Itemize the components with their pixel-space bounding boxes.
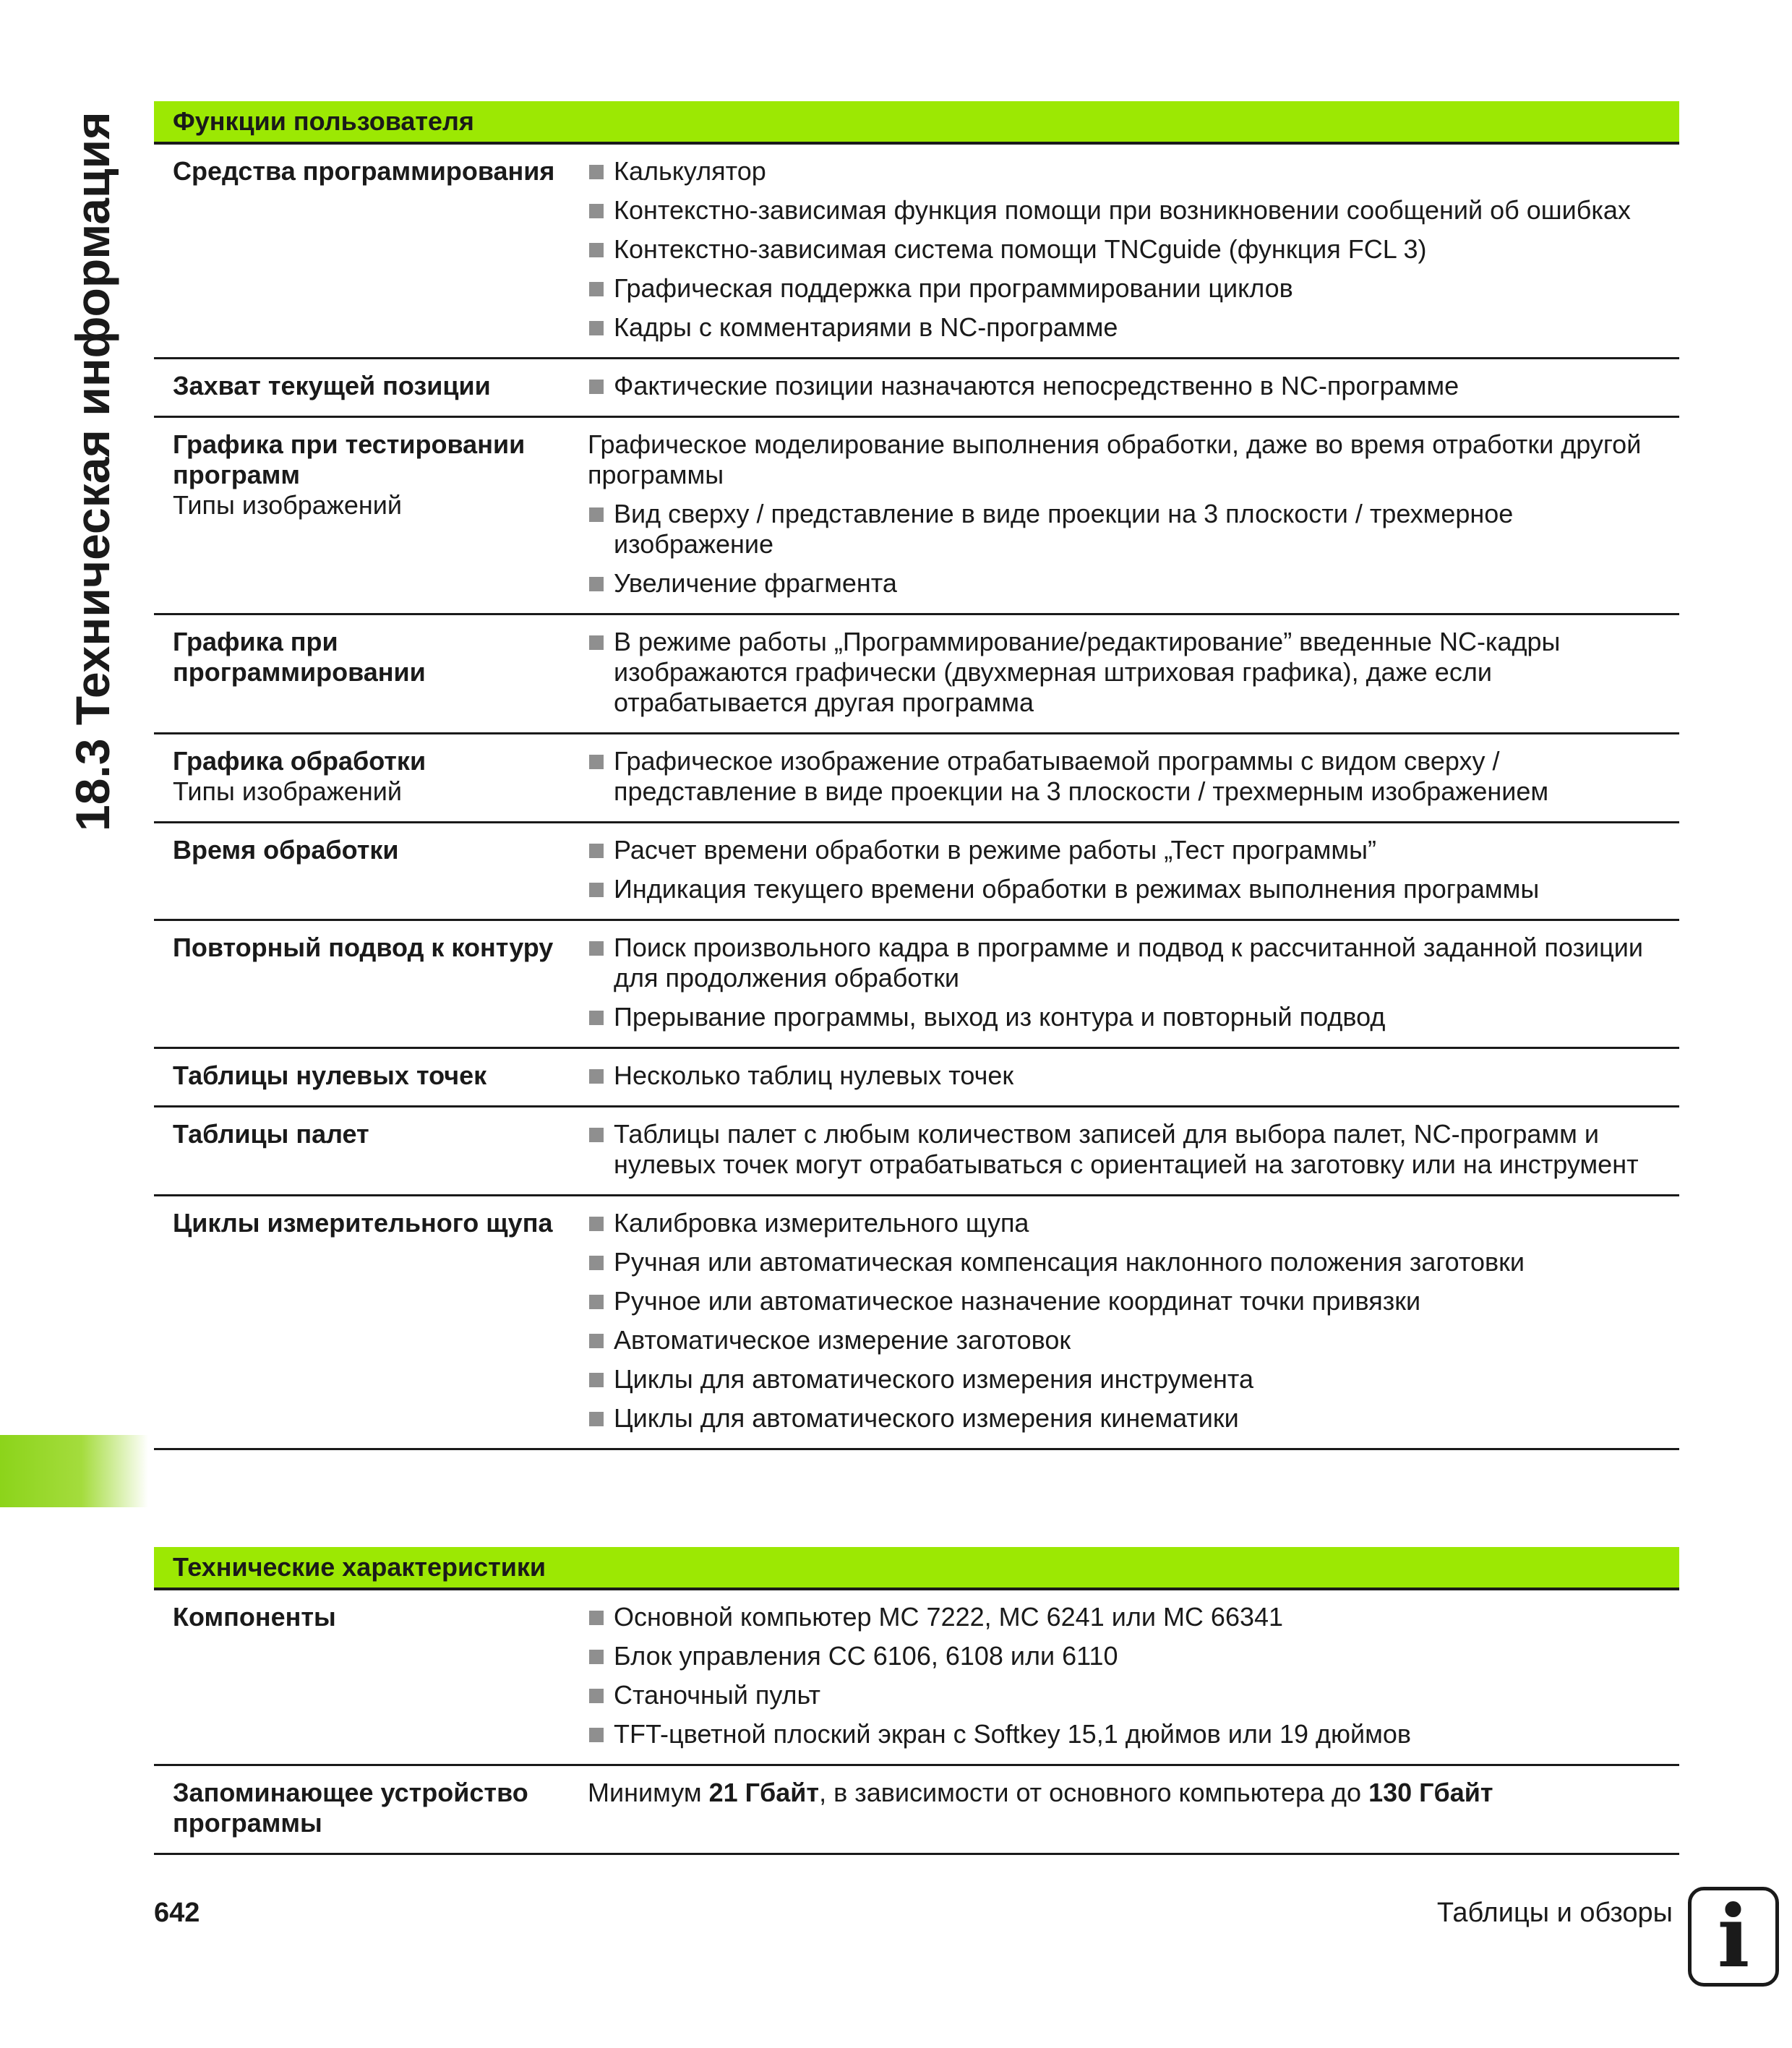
- list-item-text: Индикация текущего времени обработки в режимах выполнения программы: [614, 874, 1540, 904]
- bullet-square-icon: [589, 1689, 604, 1703]
- tech-specs-table: [154, 1547, 1679, 1855]
- table-row: [154, 145, 1679, 359]
- row-label: [154, 429, 588, 599]
- table-row: [154, 359, 1679, 418]
- row-content: [588, 1208, 1679, 1434]
- list-item: [588, 371, 1672, 401]
- row-label: [154, 933, 588, 1032]
- bullet-list: [588, 1119, 1672, 1180]
- row-content: [588, 933, 1679, 1032]
- row-label-main: Таблицы нулевых точек: [173, 1061, 487, 1090]
- row-label: [154, 1061, 588, 1091]
- bullet-list: [588, 371, 1672, 401]
- list-item-text: Циклы для автоматического измерения кинематики: [614, 1403, 1239, 1433]
- bullet-square-icon: [589, 1650, 604, 1664]
- list-item: [588, 234, 1672, 265]
- table-row: [154, 823, 1679, 921]
- list-item-text: Основной компьютер MC 7222, MC 6241 или MC 66341: [614, 1602, 1284, 1632]
- row-label-sub: Типы изображений: [173, 490, 402, 520]
- chapter-tab-marker: [0, 1435, 148, 1507]
- list-item-text: Ручное или автоматическое назначение координат точки привязки: [614, 1286, 1421, 1316]
- bullet-square-icon: [589, 1069, 604, 1084]
- row-label: [154, 746, 588, 807]
- list-item: [588, 1325, 1672, 1355]
- bullet-square-icon: [589, 577, 604, 591]
- row-label-main: Графика обработки: [173, 746, 426, 776]
- list-item: [588, 1247, 1672, 1277]
- list-item: [588, 1403, 1672, 1434]
- bullet-square-icon: [589, 204, 604, 218]
- row-content: [588, 1778, 1679, 1838]
- row-label-main: Повторный подвод к контуру: [173, 933, 554, 962]
- bullet-list: [588, 499, 1672, 599]
- table-row: [154, 1590, 1679, 1766]
- table-row: [154, 418, 1679, 615]
- row-label-main: Средства программирования: [173, 156, 555, 186]
- list-item: [588, 156, 1672, 187]
- list-item-text: Увеличение фрагмента: [614, 568, 897, 598]
- table-row: [154, 1049, 1679, 1107]
- bullet-list: [588, 933, 1672, 1032]
- row-label: [154, 156, 588, 343]
- list-item-text: Блок управления CC 6106, 6108 или 6110: [614, 1641, 1118, 1671]
- bullet-square-icon: [589, 282, 604, 296]
- section-header: Технические характеристики: [154, 1547, 1679, 1590]
- row-label: [154, 1208, 588, 1434]
- bullet-square-icon: [589, 1128, 604, 1142]
- table-row: [154, 921, 1679, 1049]
- user-functions-table: [154, 101, 1679, 1450]
- list-item-text: Фактические позиции назначаются непосредственно в NC-программе: [614, 371, 1459, 400]
- bullet-list: [588, 746, 1672, 807]
- memory-min: 21 Гбайт: [708, 1778, 820, 1807]
- row-content: [588, 371, 1679, 401]
- list-item-text: Несколько таблиц нулевых точек: [614, 1061, 1014, 1090]
- list-item: [588, 273, 1672, 304]
- row-label: [154, 1602, 588, 1749]
- list-item-text: Станочный пульт: [614, 1680, 820, 1710]
- list-item: [588, 835, 1672, 865]
- bullet-square-icon: [589, 635, 604, 650]
- row-content: [588, 1061, 1679, 1091]
- bullet-list: [588, 1208, 1672, 1434]
- row-label-main: Запоминающее устройство программы: [173, 1778, 528, 1838]
- table-row: [154, 615, 1679, 734]
- list-item-text: Таблицы палет с любым количеством записей для выбора палет, NC-программ и нулевых точек могут отрабатываться с ориентацией на заготовку или на инструмент: [614, 1119, 1639, 1179]
- bullet-square-icon: [589, 321, 604, 335]
- list-item: [588, 1680, 1672, 1710]
- list-item: [588, 1286, 1672, 1316]
- row-content: [588, 429, 1679, 599]
- list-item: [588, 1119, 1672, 1180]
- list-item: [588, 568, 1672, 599]
- row-label-main: Захват текущей позиции: [173, 371, 491, 400]
- info-icon: [1688, 1887, 1779, 1987]
- list-item: [588, 746, 1672, 807]
- list-item-text: Ручная или автоматическая компенсация наклонного положения заготовки: [614, 1247, 1525, 1277]
- bullet-square-icon: [589, 844, 604, 858]
- row-label: [154, 627, 588, 718]
- row-label: [154, 835, 588, 904]
- list-item-text: Поиск произвольного кадра в программе и подвод к рассчитанной заданной позиции для продолжения обработки: [614, 933, 1643, 993]
- row-label: [154, 371, 588, 401]
- list-item: [588, 627, 1672, 718]
- memory-text: Минимум 21 Гбайт, в зависимости от основного компьютера до 130 Гбайт: [588, 1778, 1493, 1807]
- row-content: [588, 746, 1679, 807]
- table-row: [154, 1107, 1679, 1196]
- bullet-list: [588, 156, 1672, 343]
- info-glyph: i: [1717, 1886, 1750, 1987]
- bullet-square-icon: [589, 1334, 604, 1348]
- bullet-square-icon: [589, 1217, 604, 1231]
- table-row: [154, 734, 1679, 823]
- list-item-text: Вид сверху / представление в виде проекции на 3 плоскости / трехмерное изображение: [614, 499, 1514, 559]
- chapter-side-title: [0, 0, 130, 846]
- row-label-main: Компоненты: [173, 1602, 336, 1632]
- bullet-square-icon: [589, 243, 604, 257]
- list-item-text: Циклы для автоматического измерения инструмента: [614, 1364, 1254, 1394]
- list-item: [588, 874, 1672, 904]
- list-item: [588, 1641, 1672, 1671]
- list-item: [588, 1002, 1672, 1032]
- list-item-text: Автоматическое измерение заготовок: [614, 1325, 1071, 1355]
- bullet-square-icon: [589, 883, 604, 897]
- table-body: [154, 145, 1679, 1450]
- bullet-list: [588, 1061, 1672, 1091]
- list-item-text: Графическое изображение отрабатываемой программы с видом сверху / представление в виде проекции на 3 плоскости / трехмерным изображением: [614, 746, 1549, 806]
- list-item: [588, 195, 1672, 226]
- row-label-main: Циклы измерительного щупа: [173, 1208, 553, 1238]
- list-item: [588, 1602, 1672, 1632]
- row-label-main: Графика при тестировании программ: [173, 429, 526, 489]
- list-item: [588, 933, 1672, 993]
- row-content: [588, 835, 1679, 904]
- memory-max: 130 Гбайт: [1368, 1778, 1493, 1807]
- row-label: [154, 1778, 588, 1838]
- list-item: [588, 1719, 1672, 1749]
- list-item: [588, 499, 1672, 560]
- bullet-square-icon: [589, 165, 604, 179]
- list-item-text: Прерывание программы, выход из контура и повторный подвод: [614, 1002, 1386, 1032]
- bullet-square-icon: [589, 1295, 604, 1309]
- table-row: [154, 1196, 1679, 1450]
- list-item-text: Графическая поддержка при программировании циклов: [614, 273, 1293, 303]
- chapter-title-text: 18.3 Техническая информация: [66, 111, 119, 831]
- list-item-text: Кадры с комментариями в NC-программе: [614, 312, 1118, 342]
- list-item-text: TFT-цветной плоский экран с Softkey 15,1 дюймов или 19 дюймов: [614, 1719, 1412, 1749]
- table-row: [154, 1766, 1679, 1855]
- list-item-text: В режиме работы „Программирование/редактирование” введенные NC-кадры изображаются графически (двухмерная штриховая графика), даже если отрабатывается другая программа: [614, 627, 1561, 717]
- page-number: 642: [154, 1898, 200, 1928]
- row-label-main: Таблицы палет: [173, 1119, 369, 1149]
- bullet-square-icon: [589, 1373, 604, 1387]
- list-item-text: Контекстно-зависимая система помощи TNCguide (функция FCL 3): [614, 234, 1427, 264]
- bullet-square-icon: [589, 507, 604, 522]
- list-item: [588, 1364, 1672, 1394]
- list-item-text: Калибровка измерительного щупа: [614, 1208, 1029, 1238]
- row-label-main: Время обработки: [173, 835, 399, 865]
- row-label: [154, 1119, 588, 1180]
- row-content: [588, 156, 1679, 343]
- footer-chapter-title: Таблицы и обзоры: [1436, 1898, 1673, 1928]
- row-description: Графическое моделирование выполнения обработки, даже во время отработки другой программы: [588, 429, 1642, 489]
- bullet-square-icon: [589, 1728, 604, 1742]
- row-content: [588, 1119, 1679, 1180]
- bullet-list: [588, 1602, 1672, 1749]
- bullet-square-icon: [589, 941, 604, 956]
- bullet-list: [588, 835, 1672, 904]
- list-item: [588, 1208, 1672, 1238]
- row-label-main: Графика при программировании: [173, 627, 426, 687]
- bullet-square-icon: [589, 1256, 604, 1270]
- row-label-sub: Типы изображений: [173, 776, 402, 806]
- list-item: [588, 312, 1672, 343]
- list-item-text: Контекстно-зависимая функция помощи при возникновении сообщений об ошибках: [614, 195, 1631, 225]
- row-content: [588, 627, 1679, 718]
- list-item-text: Расчет времени обработки в режиме работы „Тест программы”: [614, 835, 1377, 865]
- section-header: Функции пользователя: [154, 101, 1679, 145]
- list-item-text: Калькулятор: [614, 156, 766, 186]
- row-content: [588, 1602, 1679, 1749]
- bullet-square-icon: [589, 1011, 604, 1025]
- bullet-list: [588, 627, 1672, 718]
- list-item: [588, 1061, 1672, 1091]
- bullet-square-icon: [589, 755, 604, 769]
- bullet-square-icon: [589, 1412, 604, 1426]
- bullet-square-icon: [589, 380, 604, 394]
- bullet-square-icon: [589, 1611, 604, 1625]
